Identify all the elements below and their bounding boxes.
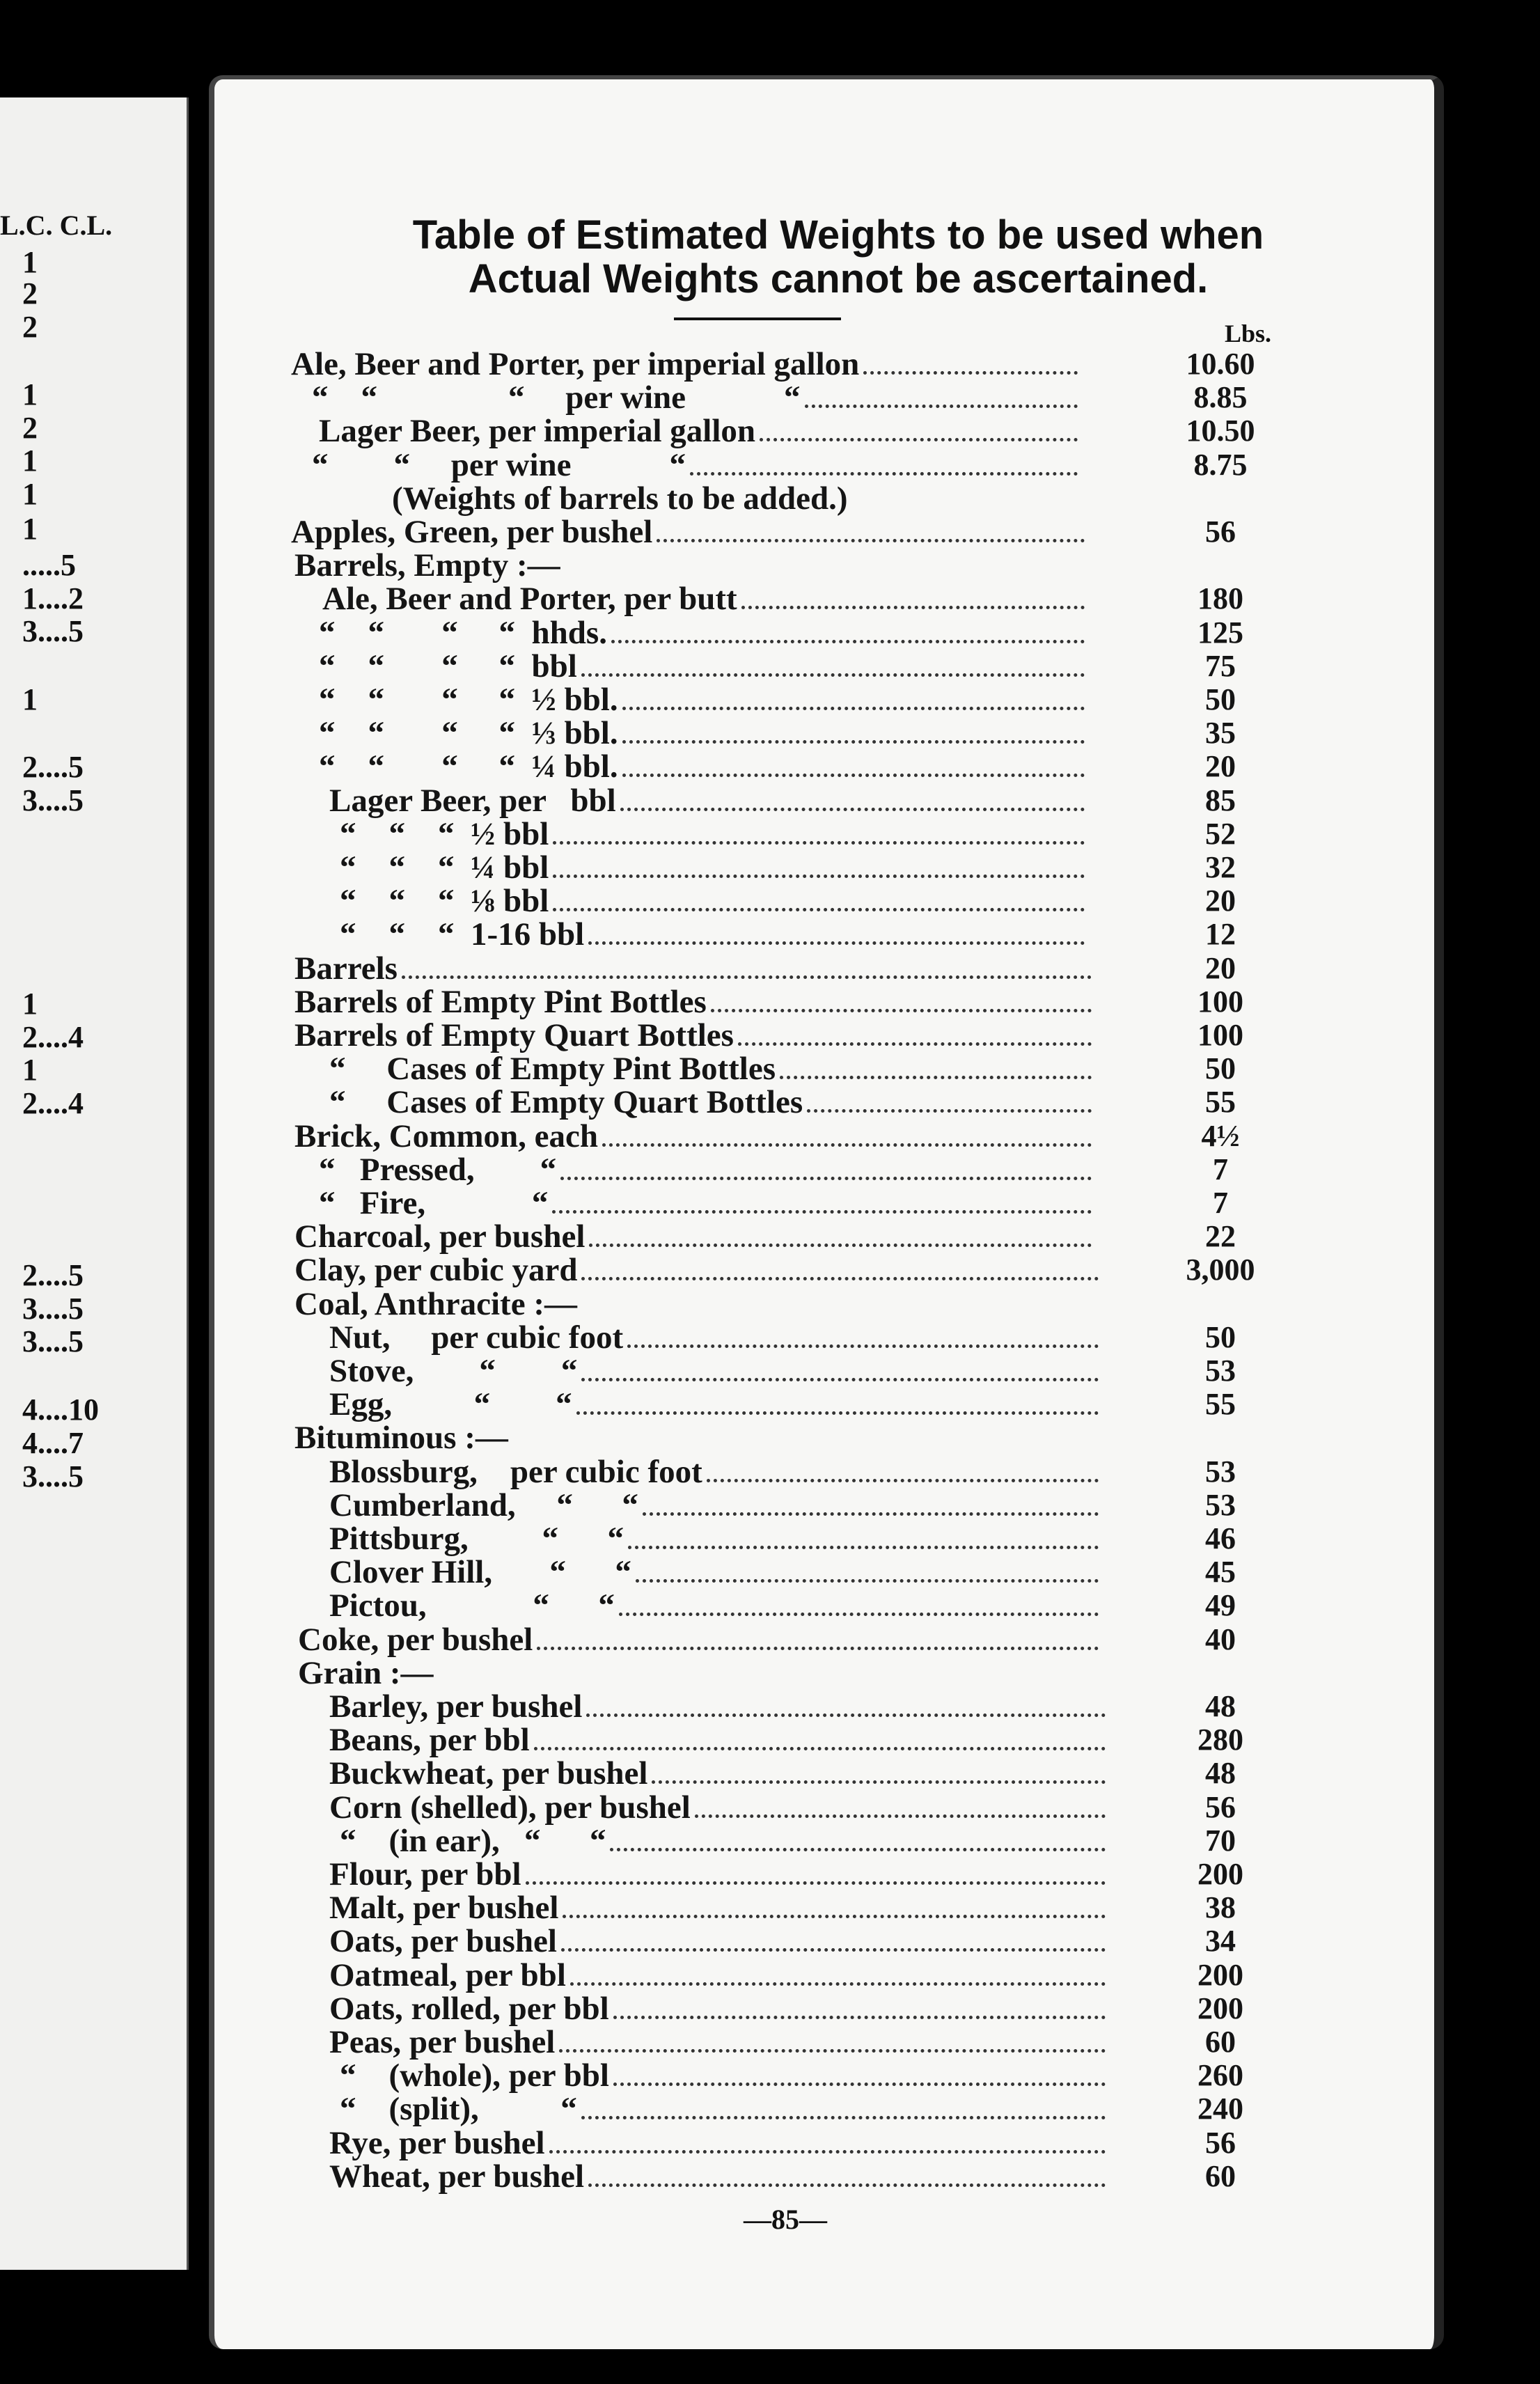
table-row [214, 347, 1434, 381]
lc-cl-entry: 1 [22, 1053, 38, 1087]
dot-leader [711, 989, 1092, 1012]
dot-leader [643, 1493, 1099, 1516]
dot-leader [560, 1157, 1092, 1180]
row-label: Ale, Beer and Porter, per imperial gallon [291, 346, 860, 382]
row-label: “ Cases of Empty Quart Bottles [329, 1084, 803, 1121]
row-weight-value: 4½ [1201, 1118, 1240, 1153]
table-row [214, 1623, 1434, 1656]
row-weight-value: 75 [1205, 648, 1236, 683]
dot-leader [652, 1761, 1106, 1784]
table-row [214, 2126, 1434, 2160]
table-row [214, 851, 1434, 884]
row-label: Beans, per bbl [329, 1722, 530, 1759]
row-label: Barrels [294, 950, 398, 987]
dot-leader [622, 721, 1085, 744]
dot-leader [636, 1560, 1099, 1583]
lc-cl-entry: 4....7 [22, 1426, 84, 1460]
lbs-column-header: Lbs. [1224, 320, 1271, 347]
lc-cl-entry: 2....4 [22, 1020, 84, 1054]
row-label: “ “ “ “ hhds. [319, 614, 607, 651]
row-label: Cumberland, “ “ [329, 1487, 638, 1523]
dot-leader [613, 1996, 1106, 2019]
lc-cl-entry: 1 [22, 987, 38, 1021]
row-weight-value: 125 [1197, 615, 1243, 650]
row-label: “ “ “ “ ¼ bbl. [319, 748, 618, 785]
row-weight-value: 53 [1205, 1354, 1236, 1388]
row-label: Nut, per cubic foot [329, 1319, 624, 1356]
row-label: Coal, Anthracite :— [294, 1285, 577, 1322]
table-row [214, 2059, 1434, 2092]
row-weight-value: 20 [1205, 950, 1236, 985]
lc-cl-entry: 1 [22, 444, 38, 478]
table-row [214, 515, 1434, 549]
dot-leader [619, 1593, 1099, 1616]
table-row [214, 750, 1434, 783]
dot-leader [553, 855, 1085, 878]
table-row [214, 581, 1434, 618]
lc-cl-entry: 1 [22, 682, 38, 716]
row-weight-value: 280 [1197, 1723, 1243, 1757]
lc-cl-entry: 3....5 [22, 783, 84, 817]
dot-leader [622, 754, 1085, 777]
table-row [214, 2160, 1434, 2193]
row-label: Clay, per cubic yard [294, 1252, 578, 1289]
dot-leader [402, 956, 1092, 979]
lc-cl-entry: 1 [22, 512, 38, 546]
row-label: Buckwheat, per bushel [329, 1755, 648, 1792]
table-row [214, 1956, 1434, 1993]
row-weight-value: 200 [1197, 1857, 1243, 1891]
row-weight-value: 20 [1205, 884, 1236, 918]
table-row [214, 1153, 1434, 1186]
table-row [214, 1791, 1434, 1824]
row-weight-value: 20 [1205, 749, 1236, 784]
lc-cl-entry: 3....5 [22, 1324, 84, 1358]
dot-leader [627, 1325, 1099, 1348]
table-row [214, 1992, 1434, 2025]
row-weight-value: 56 [1205, 1789, 1236, 1824]
row-weight-value: 55 [1205, 1387, 1236, 1422]
title-rule [674, 317, 841, 320]
row-weight-value: 180 [1197, 581, 1243, 616]
dot-leader [657, 519, 1085, 542]
row-label: “ Fire, “ [319, 1185, 549, 1221]
row-label: Stove, “ “ [329, 1353, 578, 1389]
table-row [214, 616, 1434, 650]
dot-leader [588, 922, 1085, 945]
lc-cl-entry: 3....5 [22, 1292, 84, 1326]
table-row [214, 1120, 1434, 1153]
row-label: Oats, rolled, per bbl [329, 1990, 609, 2027]
lc-cl-header: L.C. C.L. [0, 210, 113, 241]
row-weight-value: 3,000 [1186, 1253, 1255, 1287]
dot-leader [581, 654, 1085, 677]
row-label: Lager Beer, per bbl [329, 782, 616, 819]
row-weight-value: 60 [1205, 2158, 1236, 2193]
dot-leader [690, 453, 1078, 476]
row-label: Malt, per bushel [329, 1890, 559, 1927]
row-weight-value: 56 [1205, 515, 1236, 549]
row-label: “ “ “ ¼ bbl [340, 849, 549, 886]
row-label: Clover Hill, “ “ [329, 1554, 631, 1591]
lc-cl-entry: 3....5 [22, 1459, 84, 1493]
dot-leader [537, 1627, 1099, 1650]
lc-cl-entry: 2 [22, 310, 38, 344]
row-label: “ Cases of Empty Pint Bottles [329, 1051, 776, 1088]
table-row [214, 1589, 1434, 1622]
row-label: Pictou, “ “ [329, 1587, 615, 1624]
table-row [214, 952, 1434, 985]
dot-leader [581, 1257, 1099, 1280]
table-row [214, 985, 1434, 1019]
table-row [214, 683, 1434, 716]
row-weight-value: 38 [1205, 1890, 1236, 1925]
row-label: “ (split), “ [340, 2091, 577, 2128]
lc-cl-entry: 1 [22, 245, 38, 279]
table-row [214, 381, 1434, 414]
table-row [214, 2025, 1434, 2059]
table-row [214, 1051, 1434, 1088]
row-weight-value: 22 [1205, 1219, 1236, 1254]
dot-leader [628, 1526, 1099, 1549]
row-weight-value: 40 [1205, 1622, 1236, 1656]
table-row [214, 549, 1434, 582]
row-weight-value: 49 [1205, 1588, 1236, 1623]
table-row [214, 1019, 1434, 1052]
table-row [214, 1757, 1434, 1790]
dot-leader [534, 1727, 1106, 1750]
row-label: Barrels of Empty Quart Bottles [294, 1017, 734, 1053]
row-weight-value: 46 [1205, 1521, 1236, 1555]
table-row [214, 414, 1434, 448]
dot-leader [589, 1224, 1092, 1247]
dot-leader [760, 418, 1078, 441]
row-weight-value: 48 [1205, 1689, 1236, 1723]
row-label: Barrels, Empty :— [294, 547, 560, 584]
row-label: Oats, per bushel [329, 1923, 557, 1960]
facing-page-fragment [0, 97, 189, 2270]
row-weight-value: 55 [1205, 1085, 1236, 1120]
lc-cl-entry: 3....5 [22, 614, 84, 648]
dot-leader [610, 1828, 1106, 1851]
row-weight-value: 32 [1205, 850, 1236, 884]
dot-leader [622, 687, 1085, 710]
dot-leader [807, 1090, 1092, 1113]
row-weight-value: 10.50 [1186, 414, 1255, 448]
lc-cl-entry: 1 [22, 377, 38, 411]
row-label: Flour, per bbl [329, 1856, 521, 1892]
row-weight-value: 7 [1213, 1152, 1228, 1186]
row-weight-value: 60 [1205, 2025, 1236, 2059]
row-weight-value: 34 [1205, 1924, 1236, 1959]
dot-leader [707, 1459, 1099, 1482]
table-row [214, 1555, 1434, 1589]
lc-cl-entry: 2 [22, 276, 38, 311]
row-label: Coke, per bushel [298, 1621, 533, 1658]
row-label: “ “ “ “ ⅓ bbl. [319, 715, 618, 752]
lc-cl-entry: 2....4 [22, 1086, 84, 1120]
row-label: Peas, per bushel [329, 2024, 556, 2060]
row-label: Barley, per bushel [329, 1688, 583, 1725]
table-row [214, 784, 1434, 817]
table-row [214, 1321, 1434, 1354]
row-weight-value: 53 [1205, 1487, 1236, 1522]
lc-cl-entry: 1 [22, 477, 38, 511]
table-row [214, 1489, 1434, 1522]
row-weight-value: 85 [1205, 783, 1236, 817]
table-row [214, 1287, 1434, 1321]
row-weight-value: 53 [1205, 1454, 1236, 1489]
table-row [214, 1220, 1434, 1253]
dot-leader [561, 1929, 1106, 1952]
row-label: “ Pressed, “ [319, 1151, 557, 1188]
row-label: “ “ “ “ ½ bbl. [319, 682, 618, 718]
dot-leader [602, 1124, 1092, 1147]
table-row [214, 884, 1434, 918]
row-label: Ale, Beer and Porter, per butt [322, 581, 737, 618]
table-row [214, 1354, 1434, 1388]
row-weight-value: 12 [1205, 917, 1236, 952]
dot-leader [581, 2096, 1106, 2119]
row-label: “ (whole), per bbl [340, 2057, 609, 2094]
row-weight-value: 8.75 [1193, 447, 1248, 482]
table-row [214, 1858, 1434, 1891]
row-label: Lager Beer, per imperial gallon [319, 413, 756, 450]
dot-leader [576, 1392, 1099, 1415]
dot-leader [553, 822, 1085, 845]
dot-leader [611, 620, 1085, 643]
row-weight-value: 240 [1197, 2092, 1243, 2126]
row-label: Rye, per bushel [329, 2124, 545, 2161]
dot-leader [780, 1056, 1092, 1079]
row-label: Bituminous :— [294, 1420, 508, 1457]
page-number: —85— [744, 2204, 827, 2235]
table-row [214, 448, 1434, 482]
table-row [214, 1890, 1434, 1927]
row-label: “ “ “ ⅛ bbl [340, 883, 549, 920]
table-row [214, 1723, 1434, 1757]
row-label: Pittsburg, “ “ [329, 1521, 624, 1557]
row-weight-value: 56 [1205, 2125, 1236, 2160]
row-weight-value: 8.85 [1193, 380, 1248, 415]
weights-table-page [209, 75, 1444, 2349]
row-weight-value: 70 [1205, 1823, 1236, 1858]
dot-leader [526, 1862, 1106, 1885]
table-row [214, 817, 1434, 851]
lc-cl-entry: 2 [22, 411, 38, 445]
row-weight-value: 100 [1197, 984, 1243, 1019]
row-label: “ “ “ per wine “ [312, 379, 801, 416]
table-title-line-2: Actual Weights cannot be ascertained. [468, 256, 1209, 301]
lc-cl-entry: 1....2 [22, 581, 84, 615]
row-label: “ “ “ “ bbl [319, 648, 577, 684]
row-label: Brick, Common, each [294, 1118, 599, 1154]
row-weight-value: 7 [1213, 1186, 1228, 1220]
row-weight-value: 48 [1205, 1756, 1236, 1791]
row-label: Egg, “ “ [329, 1386, 572, 1423]
row-label: Grain :— [298, 1654, 434, 1691]
table-row [214, 1824, 1434, 1858]
lc-cl-entry: 2....5 [22, 1258, 84, 1292]
dot-leader [559, 2030, 1106, 2053]
table-title-line-1: Table of Estimated Weights to be used when [412, 212, 1264, 258]
row-label: Blossburg, per cubic foot [329, 1453, 702, 1490]
table-row [214, 2092, 1434, 2126]
table-row [214, 1455, 1434, 1489]
dot-leader [588, 2164, 1106, 2187]
dot-leader [553, 888, 1085, 911]
table-row [214, 1690, 1434, 1723]
row-weight-value: 50 [1205, 1319, 1236, 1354]
row-label: (Weights of barrels to be added.) [392, 480, 848, 517]
dot-leader [581, 1358, 1099, 1381]
row-label: Corn (shelled), per bushel [329, 1789, 691, 1826]
dot-leader [552, 1191, 1092, 1214]
row-label: Apples, Green, per bushel [291, 514, 653, 550]
table-row [214, 1924, 1434, 1958]
table-row [214, 1420, 1434, 1457]
table-row [214, 1522, 1434, 1555]
dot-leader [620, 788, 1085, 811]
table-row [214, 1656, 1434, 1690]
dot-leader [863, 352, 1078, 375]
row-label: “ “ per wine “ [312, 446, 686, 483]
table-row [214, 1388, 1434, 1421]
row-weight-value: 35 [1205, 716, 1236, 751]
lc-cl-entry: 2....5 [22, 750, 84, 784]
row-label: “ “ “ ½ bbl [340, 815, 549, 852]
row-weight-value: 260 [1197, 2058, 1243, 2093]
table-row [214, 1186, 1434, 1220]
dot-leader [738, 1023, 1092, 1046]
row-weight-value: 10.60 [1186, 347, 1255, 381]
lc-cl-entry: .....5 [22, 548, 76, 582]
table-row [214, 1085, 1434, 1119]
row-weight-value: 50 [1205, 682, 1236, 716]
table-row [214, 650, 1434, 683]
row-label: Charcoal, per bushel [294, 1218, 586, 1255]
dot-leader [805, 385, 1078, 408]
row-label: Barrels of Empty Pint Bottles [294, 983, 707, 1020]
dot-leader [563, 1895, 1106, 1918]
table-row [214, 918, 1434, 951]
row-label: Wheat, per bushel [329, 2158, 585, 2195]
row-label: “ (in ear), “ “ [340, 1822, 606, 1859]
table-row [214, 482, 1434, 515]
dot-leader [695, 1795, 1106, 1818]
row-weight-value: 200 [1197, 1957, 1243, 1992]
lc-cl-entry: 4....10 [22, 1393, 99, 1427]
row-weight-value: 50 [1205, 1051, 1236, 1086]
dot-leader [549, 2131, 1106, 2154]
row-weight-value: 100 [1197, 1018, 1243, 1052]
table-row [214, 716, 1434, 750]
row-label: Oatmeal, per bbl [329, 1956, 566, 1993]
row-weight-value: 45 [1205, 1555, 1236, 1590]
dot-leader [570, 1963, 1106, 1986]
row-label: “ “ “ 1-16 bbl [340, 916, 585, 953]
table-row [214, 1253, 1434, 1287]
dot-leader [741, 586, 1085, 609]
dot-leader [613, 2063, 1106, 2086]
row-weight-value: 200 [1197, 1991, 1243, 2025]
dot-leader [586, 1694, 1106, 1717]
row-weight-value: 52 [1205, 816, 1236, 851]
